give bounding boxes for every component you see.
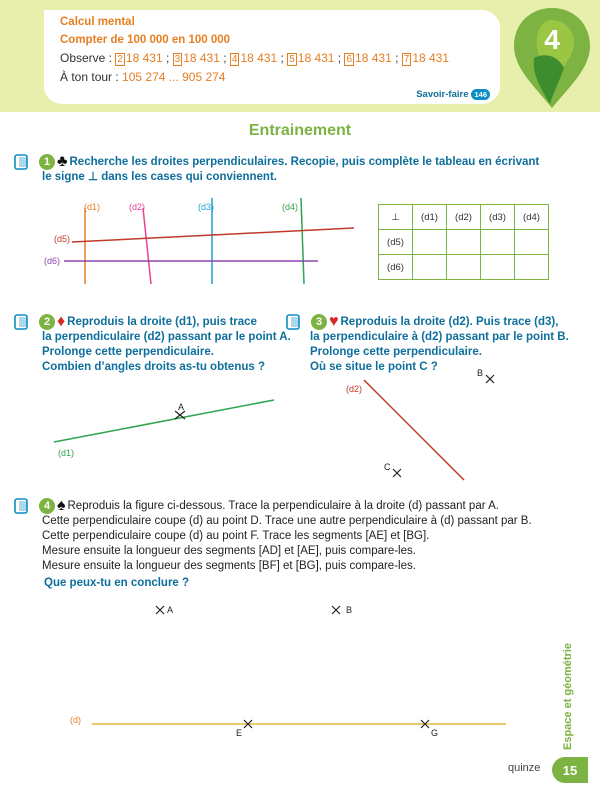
- observe-rest: 18 431: [412, 51, 450, 65]
- label-d6: (d6): [44, 256, 61, 266]
- exercise-4-number: 4: [39, 498, 55, 514]
- chapter-badge-shape: [512, 6, 592, 110]
- observe-separator: ;: [162, 51, 173, 65]
- page-number: 15: [552, 757, 588, 783]
- observe-separator: ;: [391, 51, 402, 65]
- heart-icon: ♥: [329, 313, 339, 330]
- ton-tour-line: [60, 70, 484, 84]
- ton-tour-label: À ton tour :: [60, 70, 123, 84]
- calcul-mental-title: Calcul mental: [60, 16, 135, 28]
- table-cell[interactable]: [515, 230, 549, 255]
- label-d3: (d3): [198, 202, 215, 212]
- table-row-header: (d5): [379, 230, 413, 255]
- line-d4: [301, 198, 304, 284]
- observe-boxed-digit: 4: [231, 54, 238, 65]
- observe-number: [402, 51, 449, 65]
- exercise-2-figure: [50, 396, 290, 466]
- line-d-label: (d): [70, 715, 81, 725]
- observe-number: [230, 51, 277, 65]
- exercise-4-line5: Mesure ensuite la longueur des segments [BF] et [BG], puis compare-les.: [42, 560, 416, 573]
- chapter-number: 4: [544, 24, 560, 55]
- perpendicular-table: [378, 204, 549, 280]
- observe-rest: 18 431: [183, 51, 220, 65]
- book-icon: [286, 314, 308, 330]
- observe-number: [344, 51, 391, 65]
- line-d5: [72, 228, 354, 242]
- point-b-label-ex4: B: [346, 605, 353, 615]
- club-icon: ♣: [57, 153, 68, 170]
- table-header: (d4): [515, 205, 549, 230]
- exercise-3-line2: la perpendiculaire à (d2) passant par le point B.: [310, 331, 569, 344]
- observe-separator: ;: [334, 51, 345, 65]
- table-cell[interactable]: [413, 230, 447, 255]
- line-d2-label: (d2): [346, 384, 363, 394]
- exercise-3-number: 3: [311, 314, 327, 330]
- observe-rest: 18 431: [240, 51, 278, 65]
- point-c-label: C: [384, 462, 391, 472]
- exercise-1-text: [14, 154, 539, 185]
- chapter-badge: [512, 6, 592, 110]
- point-c-cross: [393, 469, 401, 477]
- observe-rest: 18 431: [355, 51, 392, 65]
- point-b-label: B: [477, 368, 484, 378]
- savoir-faire-label: Savoir-faire: [416, 89, 469, 100]
- exercise-4-line3: Cette perpendiculaire coupe (d) au point F. Trace les segments [AE] et [BG].: [42, 530, 430, 543]
- exercise-4-line1: Reproduis la figure ci-dessous. Trace la perpendiculaire à la droite (d) passant par A.: [67, 500, 499, 513]
- table-header: (d3): [481, 205, 515, 230]
- point-g-label: G: [431, 728, 439, 738]
- exercise-2-line3: Prolonge cette perpendiculaire.: [42, 346, 214, 359]
- book-icon: [14, 154, 36, 170]
- observe-boxed-digit: 2: [117, 54, 123, 65]
- diamond-icon: ♦: [57, 313, 66, 330]
- observe-rest: 18 431: [125, 51, 163, 65]
- label-d1: (d1): [84, 202, 101, 212]
- table-header: (d2): [447, 205, 481, 230]
- point-b-cross: [486, 375, 494, 383]
- observe-items: [115, 51, 449, 65]
- point-e-label: E: [236, 728, 243, 738]
- table-cell[interactable]: [413, 255, 447, 280]
- observe-separator: ;: [277, 51, 288, 65]
- observe-boxed-digit: 3: [174, 54, 181, 65]
- exercise-3-line1: Reproduis la droite (d2). Puis trace (d3),: [340, 316, 559, 329]
- exercise-2-line2: la perpendiculaire (d2) passant par le point A.: [42, 331, 291, 344]
- exercise-4-line2: Cette perpendiculaire coupe (d) au point D. Trace une autre perpendiculaire à (d) passant par B.: [42, 515, 532, 528]
- book-icon: [14, 498, 36, 514]
- label-d2: (d2): [129, 202, 146, 212]
- exercise-1-line2: le signe ⊥ dans les cases qui conviennent.: [42, 171, 277, 184]
- exercise-4-figure: [66, 598, 536, 748]
- table-cell[interactable]: [447, 230, 481, 255]
- point-a-cross-ex4: [156, 606, 164, 614]
- exercise-3-figure: [340, 366, 520, 486]
- calcul-mental-box: [44, 10, 500, 104]
- observe-number: [115, 51, 162, 65]
- table-corner: ⊥: [379, 205, 413, 230]
- observe-boxed-digit: 6: [346, 54, 353, 65]
- observe-boxed-digit: 7: [403, 54, 410, 65]
- exercise-1-figure: [40, 192, 360, 292]
- point-a-label: A: [178, 402, 185, 412]
- label-d4: (d4): [282, 202, 299, 212]
- exercise-3-line3: Prolonge cette perpendiculaire.: [310, 346, 482, 359]
- line-d2-ex3: [364, 380, 464, 480]
- savoir-faire-page: 146: [471, 89, 490, 100]
- exercise-2-line1: Reproduis la droite (d1), puis trace: [67, 316, 257, 329]
- side-label: [558, 592, 586, 760]
- savoir-faire-link[interactable]: [416, 89, 490, 100]
- table-header: (d1): [413, 205, 447, 230]
- exercise-4-question: Que peux-tu en conclure ?: [44, 577, 190, 589]
- table-row-header: (d6): [379, 255, 413, 280]
- observe-boxed-digit: 5: [289, 54, 295, 65]
- table-cell[interactable]: [481, 230, 515, 255]
- observe-label: Observe :: [60, 51, 116, 65]
- observe-separator: ;: [219, 51, 230, 65]
- exercise-3-line4: Où se situe le point C ?: [310, 361, 438, 374]
- exercise-2-text: [14, 314, 291, 375]
- observe-rest: 18 431: [297, 51, 335, 65]
- exercise-2-line4: Combien d’angles droits as-tu obtenus ?: [42, 361, 265, 374]
- table-cell[interactable]: [515, 255, 549, 280]
- side-label-text: Espace et géométrie: [562, 643, 574, 750]
- section-title: Entrainement: [248, 122, 352, 139]
- book-icon: [14, 314, 36, 330]
- line-d1-ex2: [54, 400, 274, 442]
- line-d1-label: (d1): [58, 448, 75, 458]
- exercise-4-text: [14, 498, 532, 574]
- label-d5: (d5): [54, 234, 71, 244]
- observe-number: [173, 51, 220, 65]
- point-b-cross-ex4: [332, 606, 340, 614]
- exercise-4-line4: Mesure ensuite la longueur des segments [AD] et [AE], puis compare-les.: [42, 545, 416, 558]
- line-d2: [143, 208, 151, 284]
- exercise-2-number: 2: [39, 314, 55, 330]
- table-cell[interactable]: [447, 255, 481, 280]
- exercise-1-number: 1: [39, 154, 55, 170]
- point-a-label-ex4: A: [167, 605, 174, 615]
- ton-tour-value: 105 274 ... 905 274: [122, 70, 226, 84]
- spade-icon: ♠: [57, 497, 66, 514]
- exercise-1-line1: Recherche les droites perpendiculaires. Recopie, puis complète le tableau en écrivant: [69, 156, 540, 169]
- observe-number: [287, 51, 334, 65]
- table-cell[interactable]: [481, 255, 515, 280]
- calcul-mental-subtitle: Compter de 100 000 en 100 000: [60, 34, 231, 46]
- observe-line: [60, 51, 484, 65]
- page-label: quinze: [508, 762, 541, 774]
